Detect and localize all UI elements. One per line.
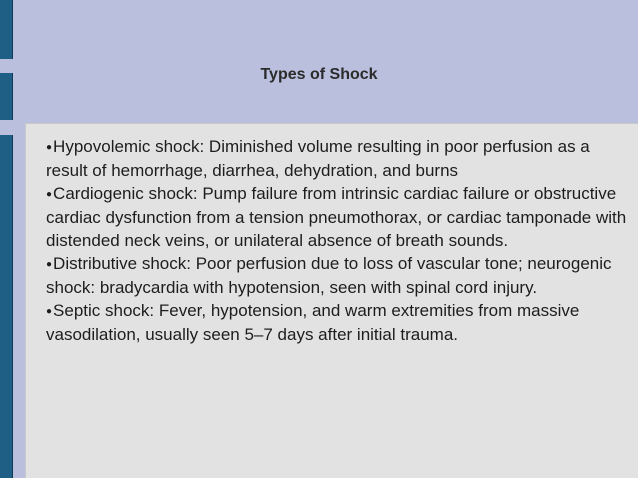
- bullet-dot-icon: ●: [46, 306, 53, 317]
- bullet-dot-icon: ●: [46, 189, 53, 200]
- bullet-dot-icon: ●: [46, 142, 53, 153]
- bullet-text: Distributive shock: Poor perfusion due to loss of vascular tone; neurogenic shock: bradycardia with hypotension, seen with spinal cord injury.: [46, 254, 612, 297]
- bullet-item-hypovolemic: [46, 135, 631, 182]
- bullet-item-septic: [46, 299, 631, 346]
- left-accent-bar-bottom: [0, 135, 13, 478]
- slide-title: Types of Shock: [260, 66, 378, 83]
- bullet-item-cardiogenic: [46, 182, 631, 252]
- bullet-dot-icon: ●: [46, 259, 53, 270]
- bullet-item-distributive: [46, 252, 631, 299]
- bullet-text: Septic shock: Fever, hypotension, and warm extremities from massive vasodilation, usually seen 5–7 days after initial trauma.: [46, 301, 580, 344]
- bullet-list: [46, 135, 631, 346]
- bullet-text: Cardiogenic shock: Pump failure from intrinsic cardiac failure or obstructive cardiac dysfunction from a tension pneumothorax, or cardiac tamponade with distended neck veins, or unilateral absence of breath sounds.: [46, 184, 627, 250]
- left-accent-bar-top: [0, 0, 13, 59]
- bullet-text: Hypovolemic shock: Diminished volume resulting in poor perfusion as a result of hemorrhage, diarrhea, dehydration, and burns: [46, 137, 590, 180]
